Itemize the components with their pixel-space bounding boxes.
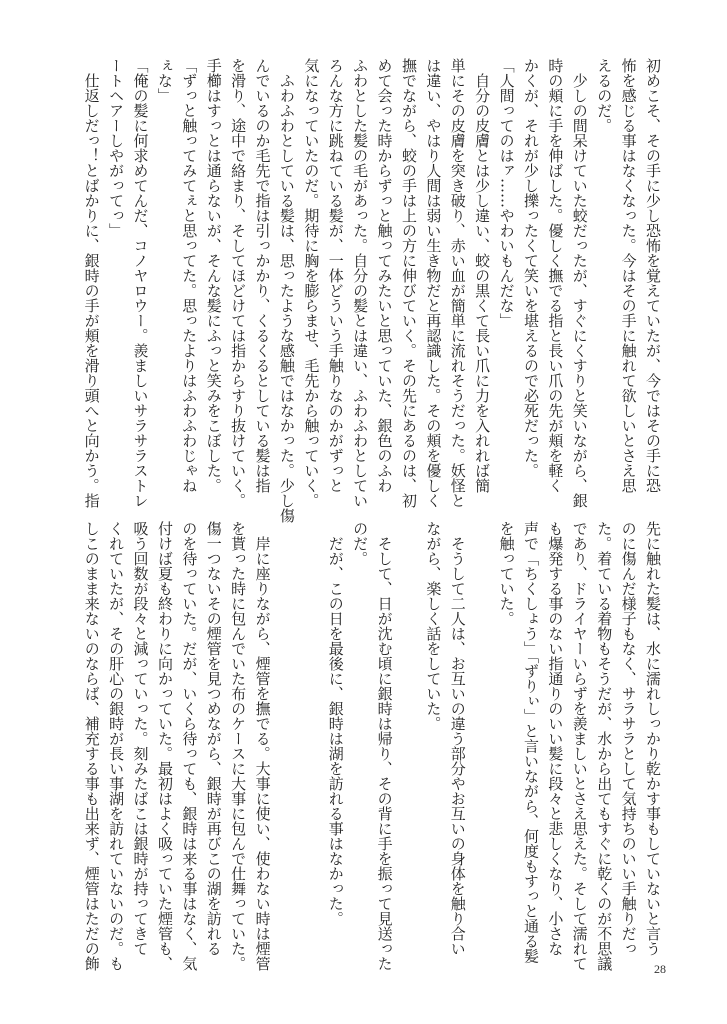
text-line	[299, 521, 323, 961]
text-line: のに傷んだ様子もなく、サラサラとして気持ちのいい手触りだっ	[619, 521, 638, 956]
text-line: 撫でながら、蛟の手は上の方に伸びていく。その先にあるのは、初	[399, 58, 418, 508]
text-line: 「ずっと触ってみてぇと思ってた。思ったよりはふわふわじゃね	[180, 58, 199, 493]
text-line: は違い、やはり人間は弱い生き物だと再認識した。その頬を優しく	[424, 58, 443, 508]
text-line: のだ。	[351, 521, 370, 566]
text-line: を触っていた。	[497, 521, 516, 626]
text-line: そうして二人は、お互いの違う部分やお互いの身体を触り合い	[448, 521, 467, 956]
text-line: 気になっていたのだ。期待に胸を膨らませ、毛先から触っていく。	[302, 58, 321, 508]
text-line: 怖を感じる事はなくなった。今はその手に触れて欲しいとさえ思	[619, 58, 638, 493]
text-line: た。着ている着物もそうだが、水から出てもすぐに乾くのが不思議	[595, 521, 614, 971]
text-line: ふわふわとしている髪は、思ったような感触ではなかった。少し傷	[277, 58, 296, 523]
text-line	[275, 521, 299, 961]
text-line: かくが、それが少し擽ったくて笑いを堪えるので必死だった。	[521, 58, 540, 478]
text-line: 初めこそ、その手に少し恐怖を覚えていたが、今ではその手に恐	[644, 58, 662, 493]
text-line: ながら、楽しく話をしていた。	[424, 521, 443, 731]
text-line: 「俺の髪に何求めてんだ、コノヤロウー。羨ましいサラサラストレ	[131, 58, 150, 508]
text-line: 声で「ちくしょう」「ずりぃ」と言いながら、何度もすっと通る髪	[521, 521, 540, 964]
text-line: 時の頬に手を伸ばした。優しく撫でる指と長い爪の先が頬を軽く	[546, 58, 565, 493]
text-line: を滑り、途中で絡まり、そしてほどけては指からすり抜けていく。	[229, 58, 248, 508]
text-line: であり、ドライヤーいらずを羨ましいとさえ思えた。そして濡れて	[570, 521, 589, 971]
text-line: くれていたが、その肝心の銀時が長い事湖を訪れていないのだ。も	[107, 521, 126, 971]
text-line: ぇな」	[155, 58, 174, 103]
text-line: 先に触れた髪は、水に濡れしっかり乾かす事もしていないと言う	[644, 521, 662, 956]
text-line: ふわとした髪の毛があった。自分の髪とは違い、ふわふわとしてい	[351, 58, 370, 508]
text-line: を貰った時に包んでいた布のケースに大事に包んで仕舞っていた。	[229, 521, 248, 971]
text-line: 自分の皮膚とは少し違い、蛟の黒くて長い爪に力を入れれば簡	[473, 58, 492, 493]
text-line: も爆発する事のない指通りのいい髪に段々と悲しくなり、小さな	[546, 521, 565, 956]
text-line: えるのだ。	[595, 58, 614, 133]
page-number: 28	[654, 962, 666, 976]
text-block-top	[79, 58, 665, 523]
text-line	[470, 521, 494, 961]
text-line: 「人間ってのはァ……やわいもんだな」	[497, 58, 516, 328]
text-line: ろんな方に跳ねている髪が、一体どういう手触りなのかがずっと	[326, 58, 345, 493]
text-line: ートヘアーしやがってっ」	[107, 58, 126, 238]
text-line: 仕返しだっ！とばかりに、銀時の手が頬を滑り頭へと向かう。指	[82, 58, 101, 508]
text-line: 付けば夏も終わりに向かっていた。最初はよく吸っていた煙管も、	[155, 521, 174, 971]
text-line: 少しの間呆けていた蛟だったが、すぐにくすりと笑いながら、銀	[570, 58, 589, 508]
text-line: 単にその皮膚を突き破り、赤い血が簡単に流れそうだった。妖怪と	[448, 58, 467, 508]
text-line: んでいるのか毛先で指は引っかかり、くるくるとしている髪は指	[253, 58, 272, 493]
text-line: だが、この日を最後に、銀時は湖を訪れる事はなかった。	[326, 521, 345, 926]
text-line: 手櫛はすっとは通らないが、そんな髪にふっと笑みをこぼした。	[204, 58, 223, 493]
text-line: そして、日が沈む頃に銀時は帰り、その背に手を振って見送った	[375, 521, 394, 971]
text-line: めて会った時からずっと触ってみたいと思っていた、銀色のふわ	[375, 58, 394, 493]
text-line: 傷一つないその煙管を見つめながら、銀時が再びこの湖を訪れる	[204, 521, 223, 956]
text-line: 吸う回数が段々と減っていった。刻みたばこは銀時が持ってきて	[131, 521, 150, 956]
text-line	[397, 521, 421, 961]
text-line: 岸に座りながら、煙管を撫でる。大事に使い、使わない時は煙管	[253, 521, 272, 971]
text-line: しこのまま来ないのならば、補充する事も出来ず、煙管はただの飾	[82, 521, 101, 971]
text-line: のを待っていた。だが、いくら待っても、銀時は来る事はなく、気	[180, 521, 199, 971]
